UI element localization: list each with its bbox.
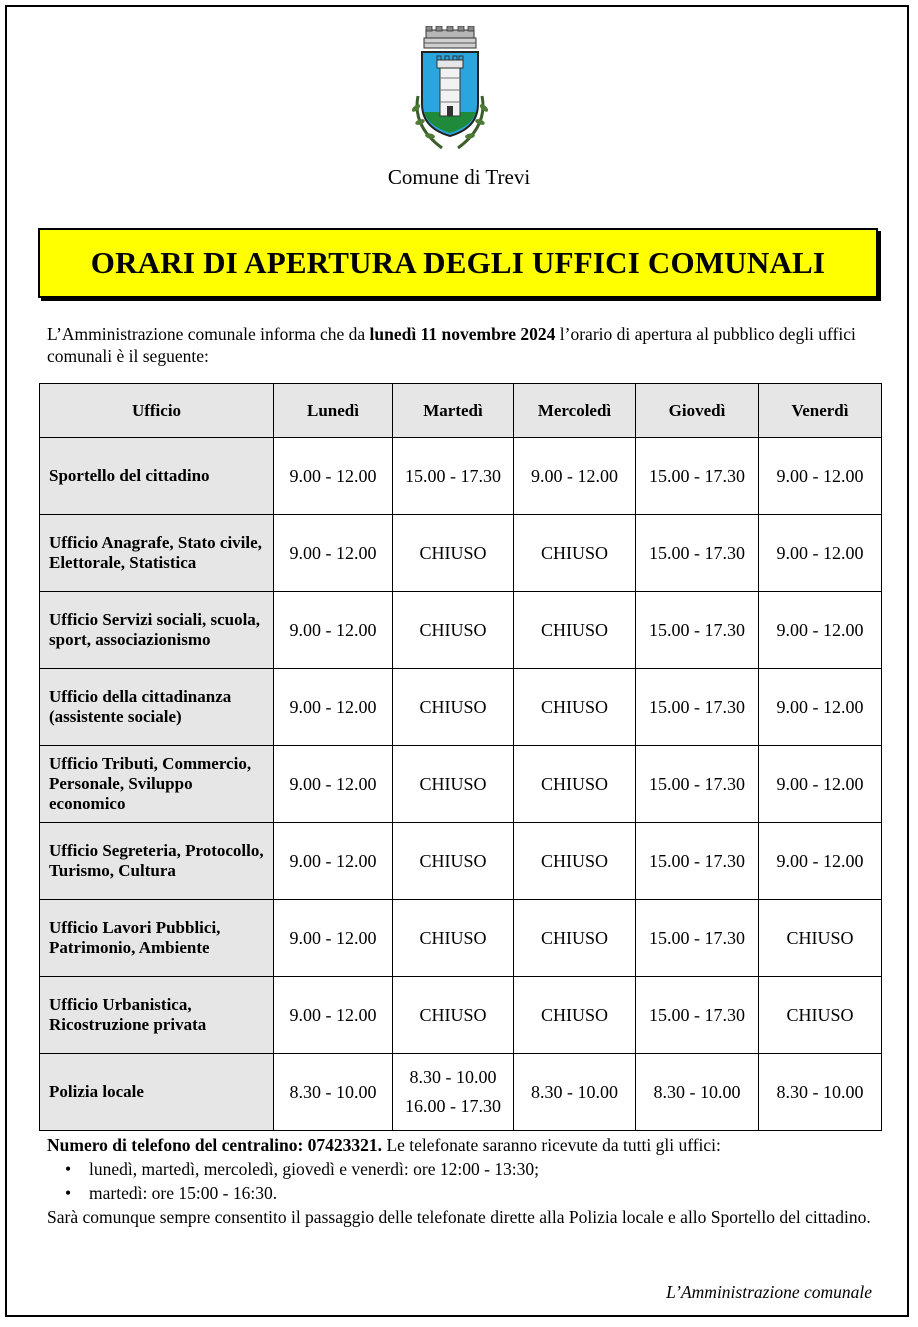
phone-text: Le telefonate saranno ricevute da tutti gli uffici: bbox=[382, 1135, 721, 1155]
hours-line: 16.00 - 17.30 bbox=[405, 1096, 501, 1116]
hours-line: 8.30 - 10.00 bbox=[409, 1067, 497, 1087]
hours-friday: 9.00 - 12.00 bbox=[759, 669, 882, 746]
hours-friday: 9.00 - 12.00 bbox=[759, 592, 882, 669]
hours-monday: 9.00 - 12.00 bbox=[274, 515, 393, 592]
hours-monday: 9.00 - 12.00 bbox=[274, 592, 393, 669]
table-row bbox=[40, 746, 882, 823]
hours-friday: 9.00 - 12.00 bbox=[759, 515, 882, 592]
hours-wednesday: CHIUSO bbox=[514, 746, 636, 823]
office-name: Ufficio Servizi sociali, scuola, sport, associazionismo bbox=[40, 592, 274, 669]
hours-tuesday: CHIUSO bbox=[393, 515, 514, 592]
table-row bbox=[40, 669, 882, 746]
office-name: Ufficio della cittadinanza (assistente sociale) bbox=[40, 669, 274, 746]
office-name: Polizia locale bbox=[40, 1054, 274, 1131]
hours-thursday: 15.00 - 17.30 bbox=[636, 746, 759, 823]
hours-wednesday: CHIUSO bbox=[514, 900, 636, 977]
office-name: Ufficio Lavori Pubblici, Patrimonio, Ambiente bbox=[40, 900, 274, 977]
table-row bbox=[40, 977, 882, 1054]
list-item-text: lunedì, martedì, mercoledì, giovedì e venerdì: ore 12:00 - 13:30; bbox=[89, 1159, 540, 1179]
table-row bbox=[40, 438, 882, 515]
phone-hours-list bbox=[47, 1157, 885, 1205]
hours-wednesday: 8.30 - 10.00 bbox=[514, 1054, 636, 1131]
office-name: Ufficio Tributi, Commercio, Personale, Sviluppo economico bbox=[40, 746, 274, 823]
hours-tuesday: CHIUSO bbox=[393, 669, 514, 746]
signature: L’Amministrazione comunale bbox=[666, 1282, 872, 1302]
header-monday: Lunedì bbox=[274, 384, 393, 438]
hours-monday: 9.00 - 12.00 bbox=[274, 438, 393, 515]
municipality-name: Comune di Trevi bbox=[387, 165, 531, 189]
hours-tuesday: CHIUSO bbox=[393, 592, 514, 669]
table-row bbox=[40, 515, 882, 592]
coat-of-arms-icon bbox=[404, 26, 496, 154]
intro-text-after: l’orario di apertura al pubblico degli uffici comunali è il seguente: bbox=[47, 324, 856, 366]
hours-monday: 9.00 - 12.00 bbox=[274, 746, 393, 823]
table-row bbox=[40, 823, 882, 900]
hours-tuesday bbox=[393, 1054, 514, 1131]
hours-monday: 9.00 - 12.00 bbox=[274, 977, 393, 1054]
header-tuesday: Martedì bbox=[393, 384, 514, 438]
bullet-icon: • bbox=[65, 1183, 72, 1203]
header-office: Ufficio bbox=[40, 384, 274, 438]
hours-tuesday: CHIUSO bbox=[393, 900, 514, 977]
office-name: Ufficio Segreteria, Protocollo, Turismo, Cultura bbox=[40, 823, 274, 900]
hours-wednesday: CHIUSO bbox=[514, 669, 636, 746]
office-name: Sportello del cittadino bbox=[40, 438, 274, 515]
list-item-text: martedì: ore 15:00 - 16:30. bbox=[89, 1183, 278, 1203]
hours-friday: CHIUSO bbox=[759, 977, 882, 1054]
hours-friday: 8.30 - 10.00 bbox=[759, 1054, 882, 1131]
hours-thursday: 15.00 - 17.30 bbox=[636, 438, 759, 515]
hours-thursday: 15.00 - 17.30 bbox=[636, 515, 759, 592]
header-wednesday: Mercoledì bbox=[514, 384, 636, 438]
hours-tuesday: 15.00 - 17.30 bbox=[393, 438, 514, 515]
hours-thursday: 15.00 - 17.30 bbox=[636, 823, 759, 900]
hours-thursday: 15.00 - 17.30 bbox=[636, 669, 759, 746]
office-name: Ufficio Urbanistica, Ricostruzione privata bbox=[40, 977, 274, 1054]
header-friday: Venerdì bbox=[759, 384, 882, 438]
hours-wednesday: CHIUSO bbox=[514, 592, 636, 669]
table-header-row bbox=[40, 384, 882, 438]
hours-friday: 9.00 - 12.00 bbox=[759, 438, 882, 515]
hours-friday: 9.00 - 12.00 bbox=[759, 746, 882, 823]
hours-wednesday: CHIUSO bbox=[514, 977, 636, 1054]
hours-friday: 9.00 - 12.00 bbox=[759, 823, 882, 900]
phone-line bbox=[47, 1133, 885, 1157]
hours-tuesday: CHIUSO bbox=[393, 746, 514, 823]
hours-thursday: 15.00 - 17.30 bbox=[636, 592, 759, 669]
table-row bbox=[40, 900, 882, 977]
office-name: Ufficio Anagrafe, Stato civile, Elettorale, Statistica bbox=[40, 515, 274, 592]
hours-wednesday: 9.00 - 12.00 bbox=[514, 438, 636, 515]
bullet-icon: • bbox=[65, 1159, 72, 1179]
hours-thursday: 8.30 - 10.00 bbox=[636, 1054, 759, 1131]
list-item bbox=[65, 1181, 885, 1205]
header-thursday: Giovedì bbox=[636, 384, 759, 438]
hours-monday: 8.30 - 10.00 bbox=[274, 1054, 393, 1131]
hours-monday: 9.00 - 12.00 bbox=[274, 823, 393, 900]
hours-tuesday: CHIUSO bbox=[393, 823, 514, 900]
list-item bbox=[65, 1157, 885, 1181]
transfer-note: Sarà comunque sempre consentito il passaggio delle telefonate dirette alla Polizia locale e allo Sportello del cittadino. bbox=[47, 1207, 871, 1227]
hours-wednesday: CHIUSO bbox=[514, 823, 636, 900]
intro-date: lunedì 11 novembre 2024 bbox=[369, 324, 556, 344]
footer-notes bbox=[47, 1133, 885, 1229]
phone-label: Numero di telefono del centralino: 07423321. bbox=[47, 1135, 383, 1155]
intro-paragraph bbox=[47, 323, 885, 367]
intro-text-before: L’Amministrazione comunale informa che da bbox=[47, 324, 370, 344]
table-row bbox=[40, 592, 882, 669]
hours-wednesday: CHIUSO bbox=[514, 515, 636, 592]
hours-monday: 9.00 - 12.00 bbox=[274, 669, 393, 746]
hours-tuesday: CHIUSO bbox=[393, 977, 514, 1054]
hours-monday: 9.00 - 12.00 bbox=[274, 900, 393, 977]
opening-hours-table bbox=[39, 383, 882, 1131]
hours-friday: CHIUSO bbox=[759, 900, 882, 977]
table-row bbox=[40, 1054, 882, 1131]
hours-thursday: 15.00 - 17.30 bbox=[636, 900, 759, 977]
page-title: ORARI DI APERTURA DEGLI UFFICI COMUNALI bbox=[38, 228, 878, 298]
hours-thursday: 15.00 - 17.30 bbox=[636, 977, 759, 1054]
